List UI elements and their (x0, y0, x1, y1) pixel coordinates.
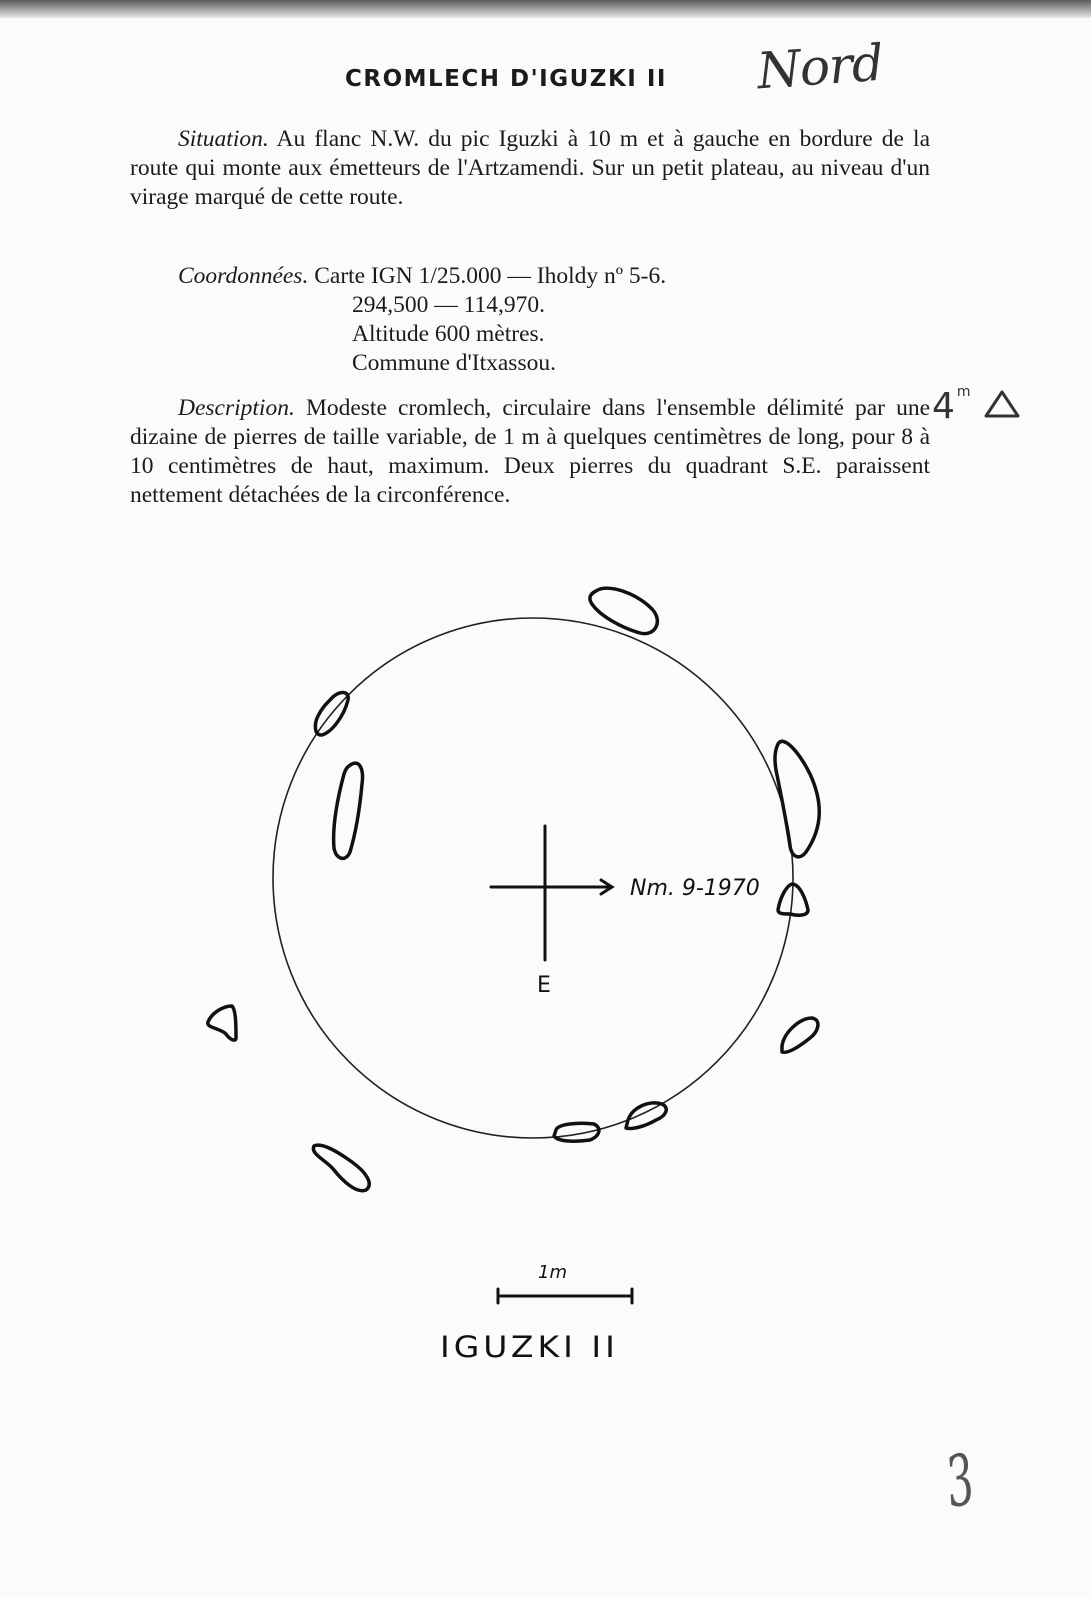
handwritten-note-4m (932, 384, 1022, 427)
coordinates-block (178, 262, 666, 378)
page-title: CROMLECH D'IGUZKI II (345, 66, 667, 92)
scale-label: 1m (538, 1262, 567, 1283)
description-paragraph (130, 394, 930, 510)
stone-southwest-outer (313, 1145, 369, 1191)
stone-south (554, 1123, 599, 1141)
coordinates-line (178, 262, 666, 291)
note-4m-unit: m (956, 384, 971, 400)
stone-outer-west (208, 1006, 236, 1040)
handwritten-note-nord: Nord (755, 33, 885, 101)
coordinates-map: Carte IGN 1/25.000 — Iholdy nº 5-6. (314, 263, 667, 289)
stone-south-east (626, 1103, 666, 1129)
plan-title: IGUZKI II (440, 1328, 619, 1365)
east-label: E (537, 973, 551, 998)
situation-label: Situation. (178, 126, 269, 152)
triangle-icon (982, 388, 1022, 420)
situation-paragraph (130, 125, 930, 212)
note-4m-number: 4 (932, 386, 955, 427)
situation-text: Au flanc N.W. du pic Iguzki à 10 m et à gauche en bordure de la route qui monte aux émetteurs de l'Artzamendi. Sur un petit plateau, au niveau d'un virage marqué de cette route. (130, 126, 930, 210)
stone-southeast-outer (782, 1018, 818, 1052)
stone-west-long (334, 763, 363, 858)
coordinates-label: Coordonnées. (178, 263, 309, 289)
north-label: Nm. 9-1970 (630, 876, 760, 901)
coordinates-commune: Commune d'Itxassou. (352, 350, 556, 376)
description-label: Description. (178, 395, 295, 421)
stone-east-long (775, 741, 819, 856)
cromlech-plan (0, 560, 1091, 1283)
page-number: 3 (939, 1438, 981, 1524)
description-text: Modeste cromlech, circulaire dans l'ensemble délimité par une dizaine de pierres de taille variable, de 1 m à quelques centimètres de long, pour 8 à 10 centimètres de haut, maximum. Deux pierres du quadrant S.E. paraissent nettement détachées de la circonférence. (130, 395, 931, 508)
coordinates-values: 294,500 — 114,970. (352, 292, 546, 318)
coordinates-altitude: Altitude 600 mètres. (352, 321, 545, 347)
page-top-edge (0, 0, 1091, 18)
